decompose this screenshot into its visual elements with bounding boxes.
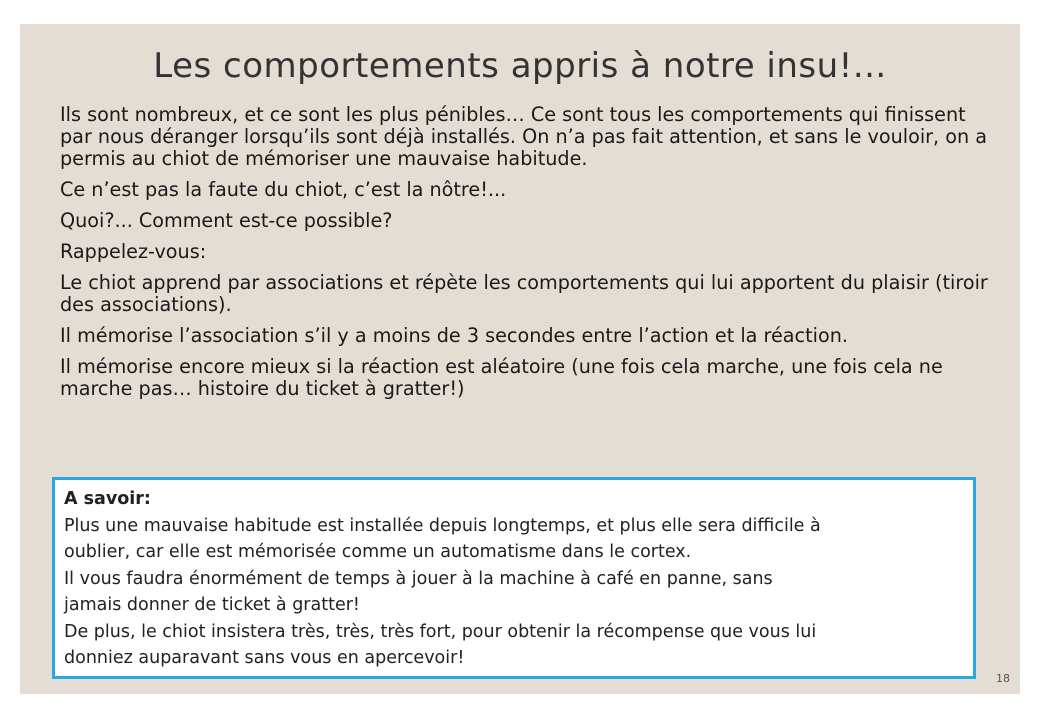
paragraph: Le chiot apprend par associations et répète les comportements qui lui apportent du plaisir (tiroir des associations). [60, 271, 988, 316]
info-box-line: Il vous faudra énormément de temps à jouer à la machine à café en panne, sans [64, 568, 773, 589]
slide-body [60, 104, 990, 409]
info-box-line: jamais donner de ticket à gratter! [64, 595, 360, 615]
page-number: 18 [996, 672, 1010, 685]
info-box-line: oublier, car elle est mémorisée comme un automatisme dans le cortex. [64, 542, 692, 562]
info-box-line: donniez auparavant sans vous en apercevoir! [64, 648, 465, 668]
paragraph: Il mémorise l’association s’il y a moins de 3 secondes entre l’action et la réaction. [60, 324, 848, 347]
slide [20, 24, 1020, 694]
slide-title: Les comportements appris à notre insu!... [153, 46, 887, 86]
info-box-line: De plus, le chiot insistera très, très, très fort, pour obtenir la récompense que vous lui [64, 621, 817, 642]
paragraph: Ce n’est pas la faute du chiot, c’est la nôtre!... [60, 178, 507, 201]
paragraph: Rappelez-vous: [60, 240, 207, 263]
info-box [52, 477, 976, 679]
paragraph: Il mémorise encore mieux si la réaction est aléatoire (une fois cela marche, une fois cela ne marche pas… histoire du ticket à gratter!) [60, 355, 943, 400]
info-box-heading: A savoir: [64, 489, 151, 509]
paragraph: Quoi?... Comment est-ce possible? [60, 209, 393, 232]
paragraph: Ils sont nombreux, et ce sont les plus pénibles… Ce sont tous les comportements qui finissent par nous déranger lorsqu’ils sont déjà installés. On n’a pas fait attention, et sans le vouloir, on a permis au chiot de mémoriser une mauvaise habitude. [60, 103, 987, 170]
info-box-line: Plus une mauvaise habitude est installée depuis longtemps, et plus elle sera difficile à [64, 515, 821, 536]
